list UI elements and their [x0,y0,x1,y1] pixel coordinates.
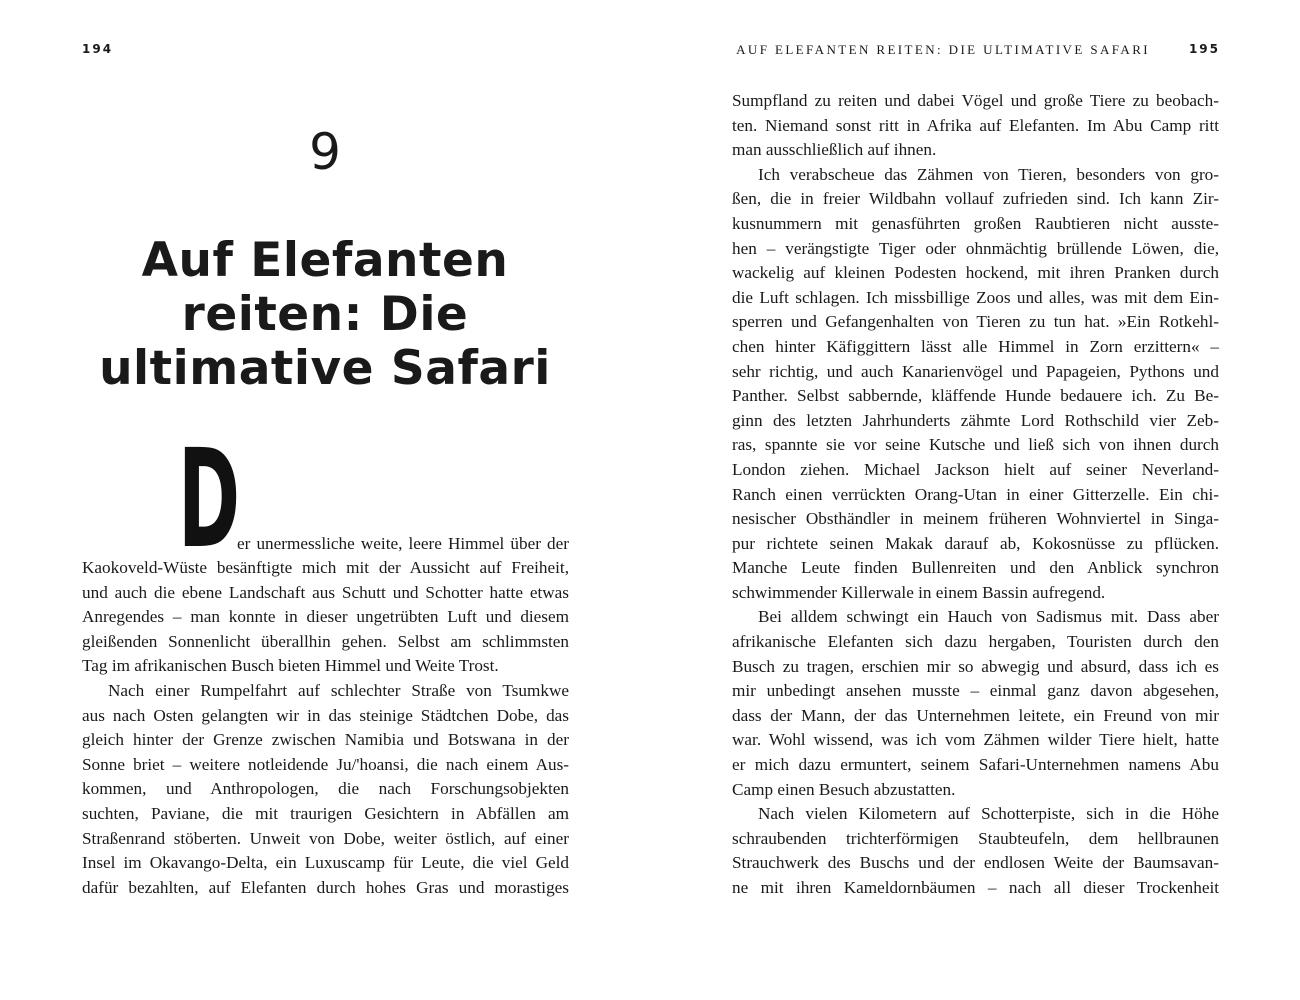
text-line: kusnummern mit genasführten großen Raubtieren nicht ausste- [732,213,1219,233]
text-line: war. Wohl wissend, was ich vom Zähmen wilder Tiere hielt, hatte [732,730,1219,750]
text-line: afrikanische Elefanten sich dazu hergaben, Touristen durch den [732,632,1219,652]
text-line: Insel im Okavango-Delta, ein Luxuscamp für Leute, die viel Geld [82,853,569,873]
text-line: ten. Niemand sonst ritt in Afrika auf Elefanten. Im Abu Camp ritt [732,115,1219,135]
text-line: Bei alldem schwingt ein Hauch von Sadismus mit. Dass aber [758,607,1219,627]
paragraph [82,556,569,679]
chapter-title-line: ultimative Safari [99,341,551,396]
text-line: dass der Mann, der das Unternehmen leitete, ein Freund von mir [732,705,1219,725]
text-line: pur richtete seinen Makak darauf ab, Kokosnüsse zu pflücken. [732,533,1219,553]
paragraph [82,679,569,900]
text-line: mir unbedingt ansehen musste – einmal ganz davon abgesehen, [732,681,1219,701]
text-line: hen – verängstigte Tiger oder ohnmächtig brüllende Löwen, die, [732,238,1219,258]
text-line: und auch die ebene Landschaft aus Schutt und Schotter hatte etwas [82,582,569,602]
body-text-left [82,556,569,900]
text-line: London ziehen. Michael Jackson hielt auf seiner Neverland- [732,459,1219,479]
chapter-number: 9 [309,123,341,181]
text-line: Panther. Selbst sabbernde, kläffende Hunde bedauere ich. Zu Be- [732,386,1219,406]
text-line: Busch zu tragen, erschien mir so abwegig und absurd, dass ich es [732,656,1219,676]
text-line: er unermessliche weite, leere Himmel über der [237,534,569,553]
text-line: Kaokoveld-Wüste besänftigte mich mit der Aussicht auf Freiheit, [82,558,569,577]
text-line: Nach einer Rumpelfahrt auf schlechter Straße von Tsumkwe [108,680,569,700]
text-line: schwimmender Killerwale in einem Bassin aufregend. [732,582,1106,602]
text-line: Ranch einen verrückten Orang-Utan in einer Gitterzelle. Ein chi- [732,484,1219,504]
text-line: Nach vielen Kilometern auf Schotterpiste, sich in die Höhe [758,804,1219,824]
text-line: ras, spannte sie vor seine Kutsche und ließ sich von ihnen durch [732,435,1219,455]
text-line: Anregendes – man konnte in dieser ungetrübten Luft und diesem [82,607,569,627]
text-line: man ausschließlich auf ihnen. [732,140,937,160]
text-line: dafür bezahlten, auf Elefanten durch hohes Gras und morastiges [82,877,569,897]
page-number-left: 194 [82,42,114,56]
text-line: Manche Leute finden Bullenreiten und den Anblick synchron [732,558,1219,578]
text-line: nesischer Obsthändler in meinem früheren Wohnviertel in Singa- [732,509,1219,529]
text-line: Strauchwerk des Buschs und der endlosen Weite der Baumsavan- [732,853,1219,873]
text-line: Sumpfland zu reiten und dabei Vögel und große Tiere zu beobach- [732,91,1219,110]
text-line: ßen, die in freier Wildbahn vollauf zufrieden sind. Ich kann Zir- [732,189,1219,209]
drop-cap-initial: D [178,421,241,579]
text-line: suchten, Paviane, die mit traurigen Gesichtern in Abfällen am [82,803,569,823]
text-line: gleich hinter der Grenze zwischen Namibia und Botswana in der [82,730,569,750]
text-line: Straßenrand stöberten. Unweit von Dobe, weiter östlich, auf einer [82,828,569,848]
text-line: die Luft schlagen. Ich missbillige Zoos und alles, was mit dem Ein- [732,287,1219,307]
right-page [650,0,1300,1000]
text-line: Tag im afrikanischen Busch bieten Himmel und Weite Trost. [82,656,499,676]
text-line: er mich dazu ermuntert, seinem Safari-Unternehmen namens Abu [732,755,1219,775]
body-text-right [732,89,1219,901]
text-line: ginn des letzten Jahrhunderts zähmte Lord Rothschild vier Zeb- [732,410,1219,430]
chapter-title-line: Auf Elefanten [141,233,509,288]
paragraph [732,163,1219,606]
chapter-title [70,234,580,396]
paragraph [732,802,1219,900]
paragraph [732,89,1219,163]
text-line: ne mit ihren Kameldornbäumen – nach all dieser Trockenheit [732,878,1219,897]
text-line: schraubenden trichterförmigen Staubteufeln, dem hellbraunen [732,828,1219,848]
text-line: gleißenden Sonnenlicht überallhin gehen. Selbst am schlimmsten [82,631,569,651]
text-line: chen hinter Käfiggittern lässt alle Himmel in Zorn erzittern« – [732,336,1219,356]
text-line: Sonne briet – weitere notleidende Ju/'hoansi, die nach einem Aus- [82,754,569,774]
text-line: kommen, und Anthropologen, die nach Forschungsobjekten [82,779,569,799]
text-line: Ich verabscheue das Zähmen von Tieren, besonders von gro- [758,164,1219,184]
first-line-text [237,532,569,557]
text-line: wackelig auf kleinen Podesten hockend, mit ihren Pranken durch [732,263,1219,283]
text-line: aus nach Osten gelangten wir in das steinige Städtchen Dobe, das [82,705,569,725]
running-head: AUF ELEFANTEN REITEN: DIE ULTIMATIVE SAFARI [736,42,1150,57]
text-line: sperren und Gefangenhalten von Tieren zu tun hat. »Ein Rotkehl- [732,312,1219,332]
text-line: Camp einen Besuch abzustatten. [732,779,956,799]
chapter-title-line: reiten: Die [181,287,469,342]
paragraph [732,605,1219,802]
page-number-right: 195 [1188,42,1220,56]
text-line: sehr richtig, und auch Kanarienvögel und Papageien, Pythons und [732,361,1219,381]
